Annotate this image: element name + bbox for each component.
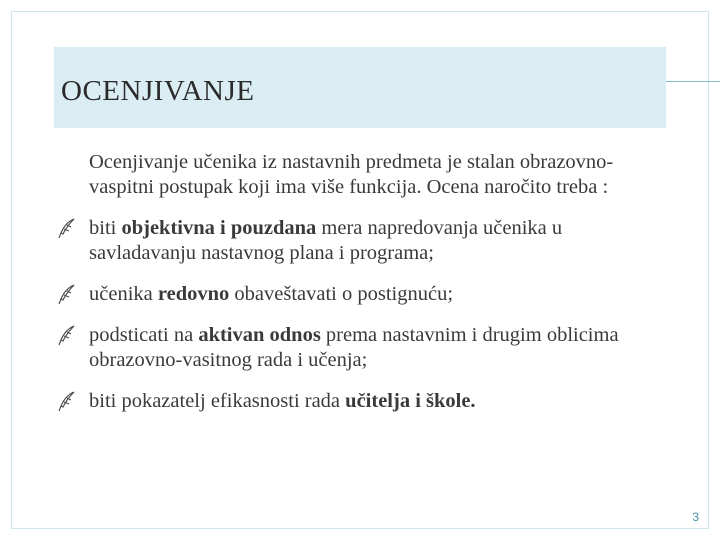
bullet-segment: učenika (89, 283, 158, 305)
intro-paragraph: Ocenjivanje učenika iz nastavnih predmeta je stalan obrazovno-vaspitni postupak koji ima više funkcija. Ocena naročito treba : (89, 151, 614, 198)
slide-content (58, 150, 668, 430)
bullet-emphasis: učitelja i škole. (345, 390, 476, 412)
bullet-segment: mera napredovanja učenika u savladavanju nastavnog plana i programa; (89, 217, 563, 264)
bullet-segment: obaveštavati o postignuću; (229, 283, 454, 305)
title-accent-line (666, 81, 720, 82)
bullet-item (58, 389, 668, 414)
slide-title: OCENJIVANJE (61, 75, 255, 107)
bullet-list (58, 216, 668, 414)
bullet-item (58, 216, 668, 266)
bullet-segment: prema nastavnim i drugim oblicima obrazovno-vasitnog rada i učenja; (89, 324, 619, 371)
bullet-segment: biti (89, 217, 122, 239)
bullet-text (89, 283, 453, 305)
bullet-emphasis: redovno (157, 283, 230, 305)
bullet-text (89, 324, 619, 371)
quill-pen-icon (58, 217, 76, 239)
quill-pen-icon (58, 324, 76, 346)
bullet-segment: podsticati na (89, 324, 199, 346)
bullet-segment: biti pokazatelj efikasnosti rada (89, 390, 346, 412)
quill-pen-icon (58, 283, 76, 305)
bullet-emphasis: aktivan odnos (198, 324, 321, 346)
bullet-item (58, 323, 668, 373)
bullet-text (89, 217, 562, 264)
bullet-item (58, 282, 668, 307)
page-number: 3 (692, 510, 699, 524)
bullet-emphasis: objektivna i pouzdana (121, 217, 317, 239)
quill-pen-icon (58, 390, 76, 412)
bullet-text (89, 390, 476, 412)
